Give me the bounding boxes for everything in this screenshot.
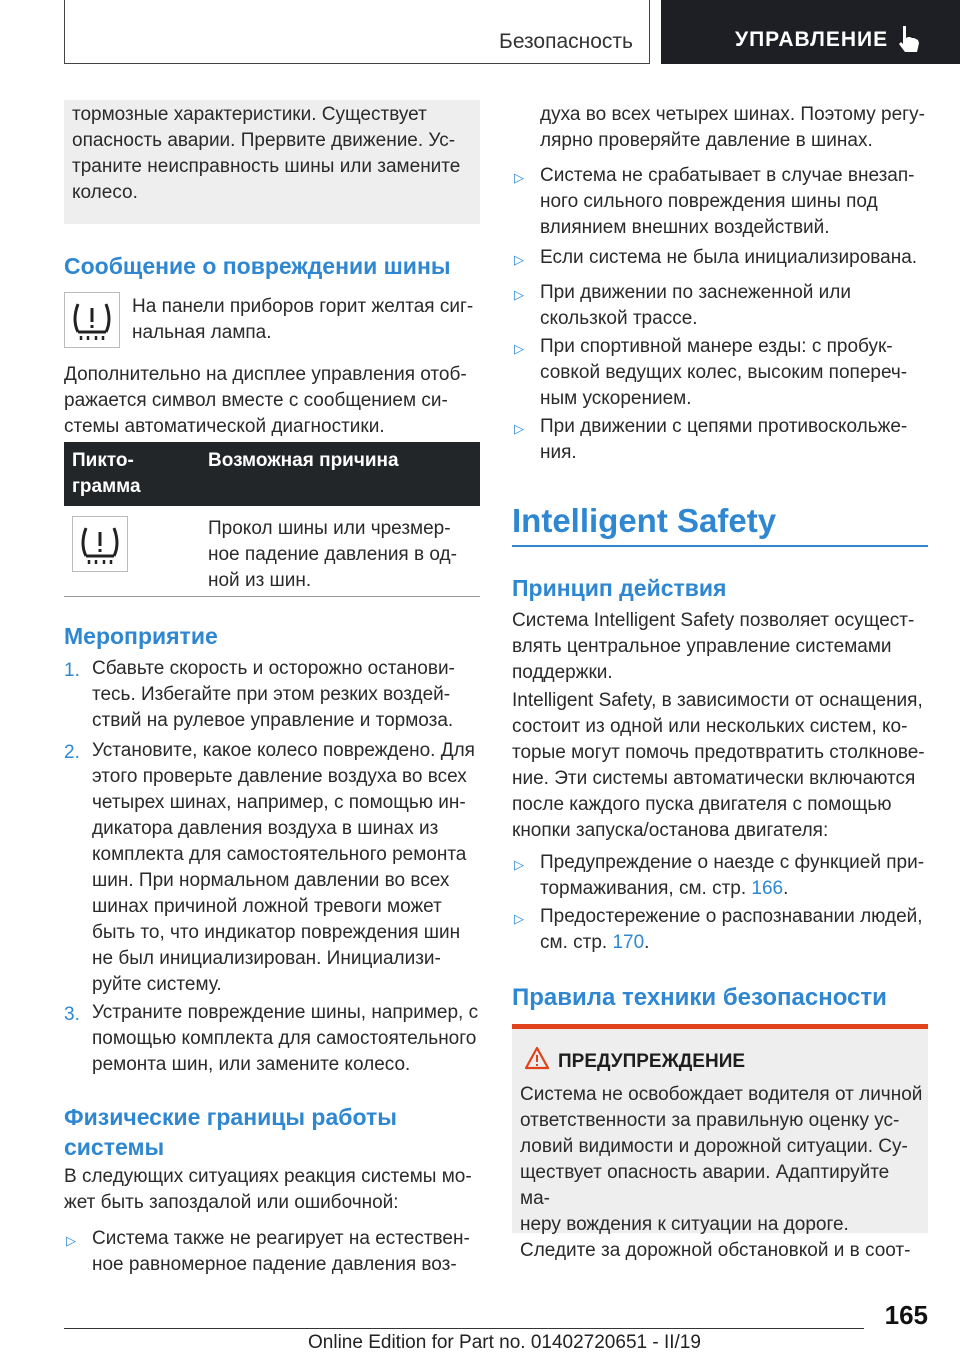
page-link-166[interactable]: 166: [751, 878, 784, 899]
header-section-title: Безопасность: [499, 30, 633, 53]
table-bottom-rule: [64, 596, 480, 597]
bullet-triangle-icon: ▷: [514, 911, 524, 926]
table-header: [64, 442, 480, 506]
display-message-paragraph: Дополнительно на дисплее управления отоб- ражается символ вместе с сообщением си- стемы автоматической диагностики.: [64, 364, 467, 437]
bullet-triangle-icon: ▷: [514, 341, 524, 356]
table-row-cause: Прокол шины или чрезмер- ное падение давления в од- ной из шин.: [208, 518, 457, 591]
limits-bullet-text: Система также не реагирует на естествен- ное равномерное падение давления воз-: [92, 1228, 470, 1275]
heading-measures: Мероприятие: [64, 623, 218, 649]
bullet-triangle-icon: ▷: [514, 170, 524, 185]
heading-system-limits: Физические границы работы системы: [64, 1104, 397, 1160]
table-header-pictogram: Пикто- грамма: [72, 450, 141, 497]
principle-paragraph-2: Intelligent Safety, в зависимости от оснащения, состоит из одной или нескольких систем, ко- торые могут помочь предотвратить столкнове- ние. Эти системы автоматически включаются после каждого пуска двигателя с помощью кнопки запуска/останова двигателя:: [512, 690, 925, 841]
indicator-lamp-text: На панели приборов горит желтая сиг- нальная лампа.: [132, 296, 474, 343]
page-link-170[interactable]: 170: [612, 932, 645, 953]
principle-paragraph: Система Intelligent Safety позволяет осущест- влять центральное управление системами поддержки.: [512, 610, 915, 683]
continuation-text: тормозные характеристики. Существует опасность аварии. Прервите движение. Ус- траните неисправность шины или замените колесо.: [72, 104, 461, 203]
continuation-text-right: духа во всех четырех шинах. Поэтому регу- лярно проверяйте давление в шинах.: [540, 104, 925, 151]
bullet-text: Предостережение о распознавании людей, см. стр. 170.: [540, 906, 923, 953]
step-number: 2.: [64, 742, 80, 763]
step-text: Сбавьте скорость и осторожно останови- тесь. Избегайте при этом резких воздей- ствий на рулевое управление и тормоза.: [92, 658, 455, 731]
step-number: 1.: [64, 660, 80, 681]
bullet-text: Если система не была инициализирована.: [540, 247, 918, 268]
step-text: Установите, какое колесо повреждено. Для этого проверьте давление воздуха во всех четырех шинах, например, с помощью ин- дикатора давления воздуха в шинах из комплекта для самостоятельного ремонта шин. При нормальном давлении во всех шинах причиной ложной тревоги может быть то, что индикатор повреждения шин не был инициализирован. Инициализи- руйте систему.: [92, 740, 475, 995]
header-chapter-title: УПРАВЛЕНИЕ: [735, 28, 889, 51]
bullet-text: При спортивной манере езды: с пробук- совкой ведущих колес, высоким попереч- ным ускорением.: [540, 336, 908, 409]
heading-intelligent-safety: Intelligent Safety: [512, 502, 777, 539]
table-header-cause: Возможная причина: [208, 450, 399, 471]
step-text: Устраните повреждение шины, например, с помощью комплекта для самостоятельного ремонта шин, или замените колесо.: [92, 1002, 479, 1075]
pointing-hand-icon: [895, 24, 923, 54]
bullet-text: При движении с цепями противоскольже- ния.: [540, 416, 908, 463]
bullet-text: Система не срабатывает в случае внезап- ного сильного повреждения шины под влиянием внешних воздействий.: [540, 165, 915, 238]
bullet-triangle-icon: ▷: [514, 421, 524, 436]
step-number: 3.: [64, 1004, 80, 1025]
bullet-text: При движении по заснеженной или скользкой трассе.: [540, 282, 851, 329]
tire-pressure-warning-icon: [72, 516, 128, 572]
footer-rule: [64, 1328, 864, 1329]
heading-principle: Принцип действия: [512, 575, 727, 601]
header-chapter-box: [661, 0, 960, 64]
page-number: 165: [884, 1300, 928, 1330]
warning-triangle-icon: [524, 1046, 550, 1070]
bullet-text: Предупреждение о наезде с функцией при- тормаживания, см. стр. 166.: [540, 852, 925, 899]
heading-safety-rules: Правила техники безопасности: [512, 984, 887, 1011]
bullet-triangle-icon: ▷: [514, 857, 524, 872]
header-section-box: [64, 0, 650, 64]
warning-text: Система не освобождает водителя от личной ответственности за правильную оценку ус- ловий видимости и дорожной ситуации. Су- ществует опасность аварии. Адаптируйте ма- неру вождения к ситуации на дороге. Следите за дорожной обстановкой и в соот-: [520, 1084, 923, 1261]
bullet-triangle-icon: ▷: [514, 287, 524, 302]
limits-paragraph: В следующих ситуациях реакция системы мо- жет быть запоздалой или ошибочной:: [64, 1166, 472, 1213]
heading-rule: [512, 545, 928, 547]
bullet-triangle-icon: ▷: [514, 252, 524, 267]
warning-title: ПРЕДУПРЕЖДЕНИЕ: [558, 1051, 746, 1072]
bullet-triangle-icon: ▷: [66, 1233, 76, 1248]
tire-pressure-warning-icon: [64, 292, 120, 348]
heading-tire-damage-message: Сообщение о повреждении шины: [64, 253, 451, 279]
footer-edition: Online Edition for Part no. 01402720651 - II/19: [308, 1332, 701, 1353]
